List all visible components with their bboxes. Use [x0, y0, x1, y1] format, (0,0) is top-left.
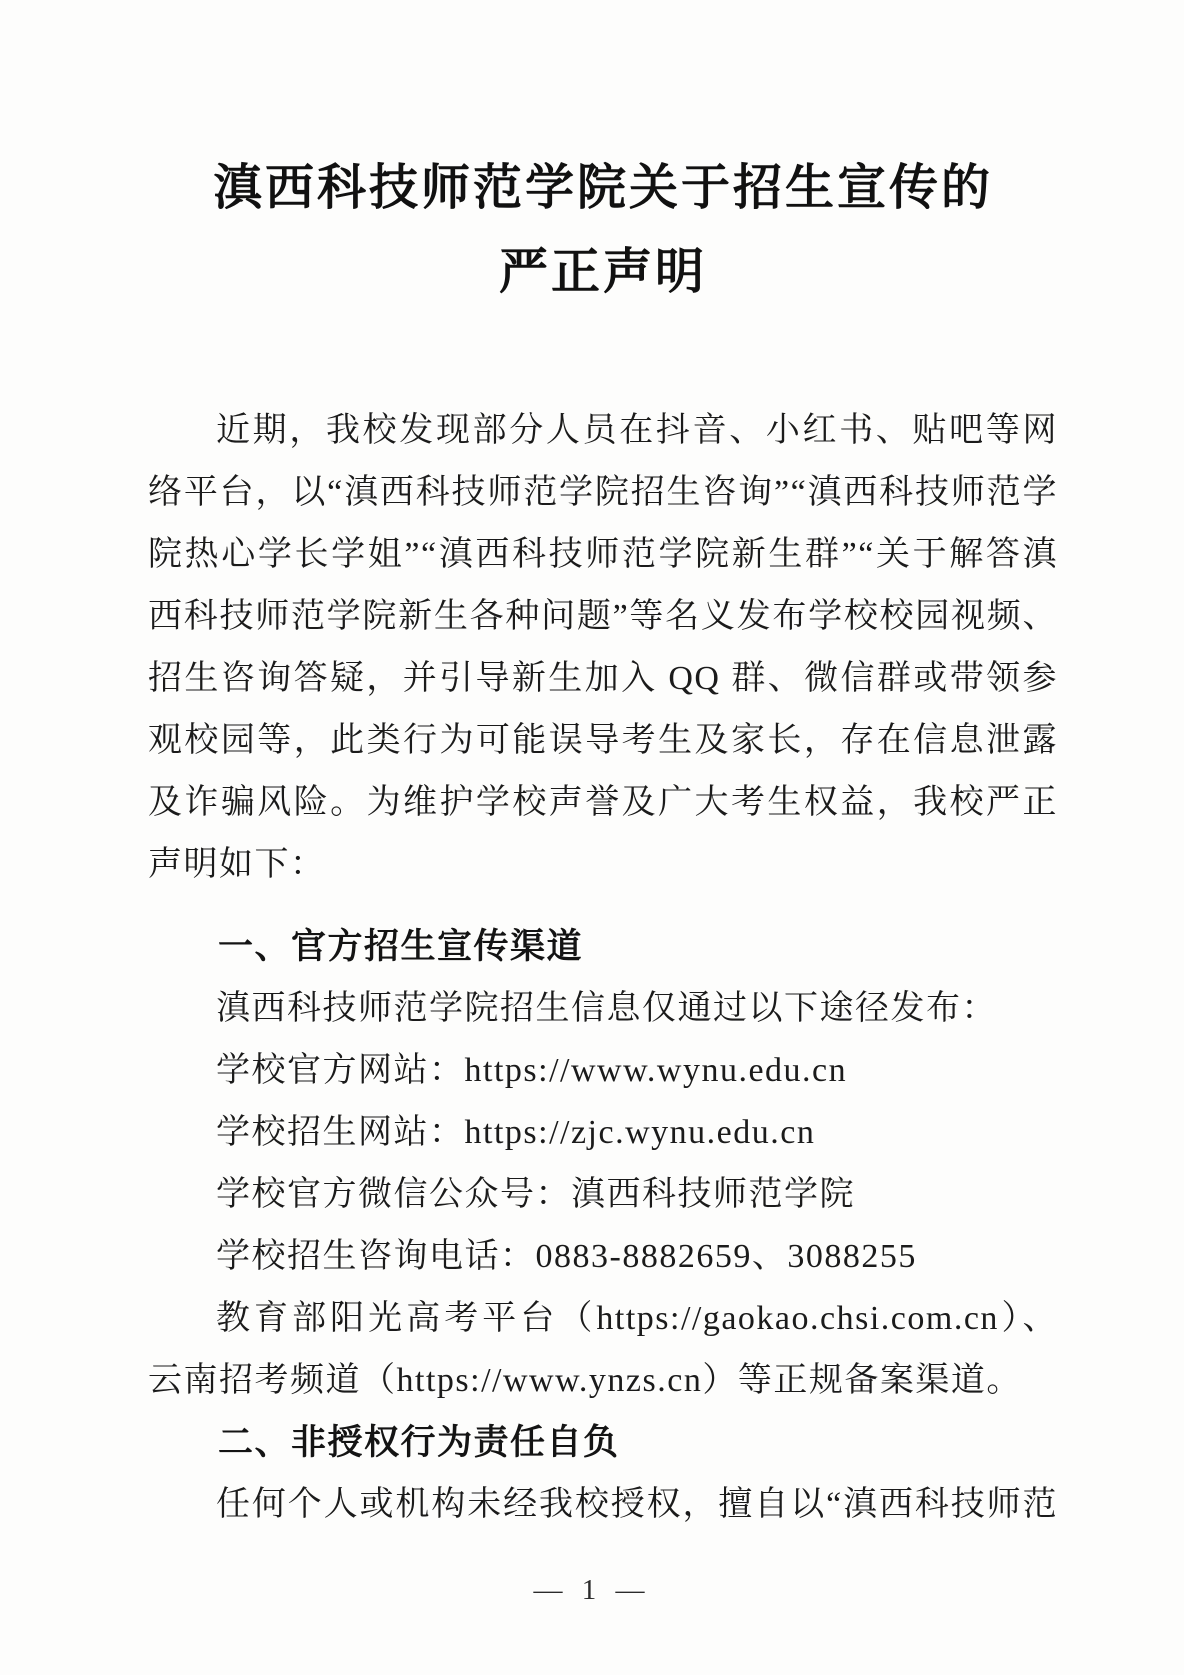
section1-line-admissions-website: 学校招生网站：https://zjc.wynu.edu.cn [216, 1114, 816, 1151]
section1-line-official-website: 学校官方网站：https://www.wynu.edu.cn [216, 1052, 848, 1089]
intro-paragraph: 近期，我校发现部分人员在抖音、小红书、贴吧等网络平台，以“滇西科技师范学院招生咨询”“滇西科技师范学院热心学长学姐”“滇西科技师范学院新生群”“关于解答滇西科技师范学院新生各种问题”等名义发布学校校园视频、招生咨询答疑，并引导新生加入 QQ 群、微信群或带领参观校园等，此类行为可能误导考生及家长，存在信息泄露及诈骗风险。为维护学校声誉及广大考生权益，我校严正声明如下： [148, 412, 1058, 883]
title-line-2: 严正声明 [498, 244, 707, 299]
section1-line-release-channels: 滇西科技师范学院招生信息仅通过以下途径发布： [216, 990, 997, 1027]
page-number: — 1 — [533, 1574, 651, 1606]
section1-heading: 一、官方招生宣传渠道 [218, 927, 584, 966]
section2-heading: 二、非授权行为责任自负 [218, 1423, 620, 1462]
section1-line-wechat-account: 学校官方微信公众号：滇西科技师范学院 [216, 1176, 855, 1213]
document-title [148, 146, 1058, 314]
section1-line-gaokao-platforms: 教育部阳光高考平台（https://gaokao.chsi.com.cn）、云南招考频道（https://www.ynzs.cn）等正规备案渠道。 [148, 1300, 1058, 1399]
section2-paragraph: 任何个人或机构未经我校授权，擅自以“滇西科技师范 [216, 1486, 1058, 1523]
title-line-1: 滇西科技师范学院关于招生宣传的 [212, 160, 993, 215]
section1-line-phone-numbers: 学校招生咨询电话：0883-8882659、3088255 [216, 1238, 917, 1275]
